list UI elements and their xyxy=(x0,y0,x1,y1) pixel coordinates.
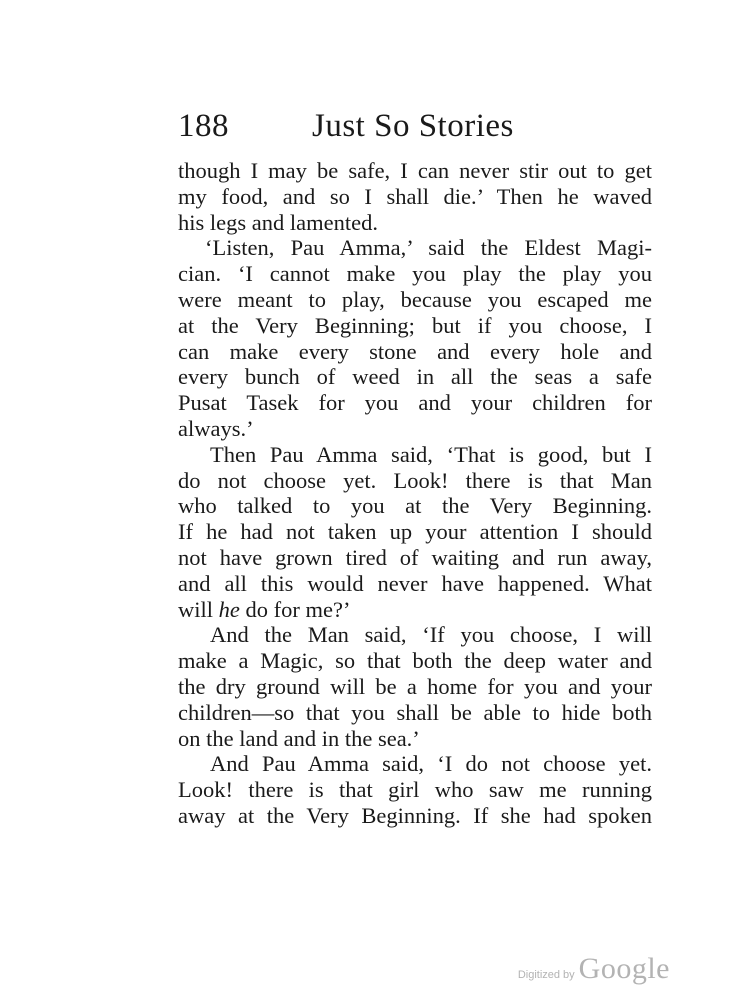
text-line: If he had not taken up your attention I should xyxy=(178,519,652,545)
page-number: 188 xyxy=(178,108,229,144)
text-line: were meant to play, because you escaped me xyxy=(178,286,652,312)
running-title: Just So Stories xyxy=(312,108,514,144)
text-line: can make every stone and every hole and xyxy=(178,338,652,364)
text-line: not have grown tired of waiting and run away, xyxy=(178,544,652,570)
text-line: And the Man said, ‘If you choose, I will xyxy=(210,622,652,648)
text-line: away at the Very Beginning. If she had spoken xyxy=(178,802,652,828)
text-line: who talked to you at the Very Beginning. xyxy=(178,493,652,519)
text-line: ‘Listen, Pau Amma,’ said the Eldest Magi- xyxy=(205,235,652,261)
text-line: my food, and so I shall die.’ Then he waved xyxy=(178,183,652,209)
text-line: and all this would never have happened. What xyxy=(178,570,652,596)
page-header xyxy=(178,104,652,148)
text-line: the dry ground will be a home for you and your xyxy=(178,673,652,699)
text-line: his legs and lamented. xyxy=(178,209,378,235)
text-line: though I may be safe, I can never stir out to get xyxy=(178,158,652,183)
text-line: will he do for me?’ xyxy=(178,596,351,622)
text-line: always.’ xyxy=(178,415,254,441)
text-line: make a Magic, so that both the deep water and xyxy=(178,648,652,674)
text-line: Pusat Tasek for you and your children for xyxy=(178,390,652,416)
text-line: on the land and in the sea.’ xyxy=(178,725,420,751)
text-line: children—so that you shall be able to hide both xyxy=(178,699,652,725)
text-line: Look! there is that girl who saw me running xyxy=(178,777,652,803)
text-line: every bunch of weed in all the seas a safe xyxy=(178,364,652,390)
emphasis: he xyxy=(218,596,240,622)
google-logo: Google xyxy=(578,952,670,985)
text-line: And Pau Amma said, ‘I do not choose yet. xyxy=(210,751,652,777)
text-line: do not choose yet. Look! there is that Man xyxy=(178,467,652,493)
text-line: Then Pau Amma said, ‘That is good, but I xyxy=(210,441,652,467)
digitized-by-label: Digitized by xyxy=(517,969,575,981)
text-line: at the Very Beginning; but if you choose, I xyxy=(178,312,652,338)
google-watermark xyxy=(518,952,670,986)
body-text xyxy=(178,158,652,829)
text-line: cian. ‘I cannot make you play the play you xyxy=(178,261,652,287)
